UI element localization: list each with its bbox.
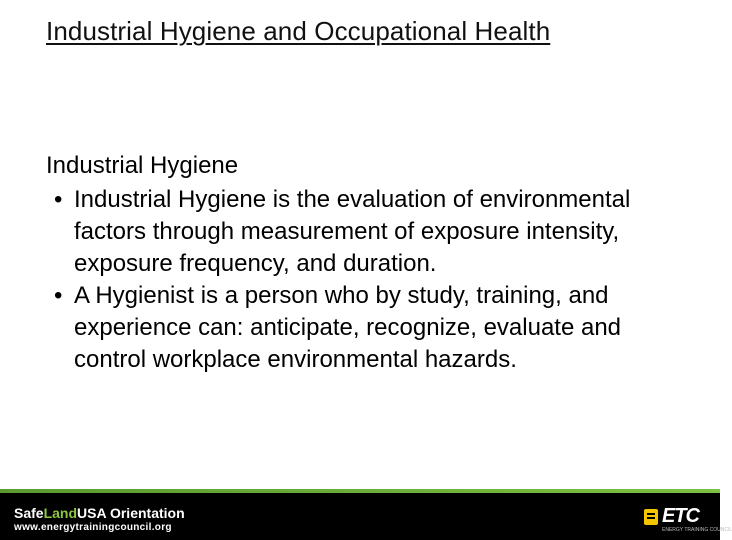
footer-website: www.energytrainingcouncil.org (14, 522, 172, 533)
slide-body (46, 150, 686, 376)
etc-logo-subtext: ENERGY TRAINING COUNCIL (662, 527, 732, 533)
bullet-icon: • (54, 282, 63, 309)
bullet-list (46, 184, 686, 376)
bullet-item (46, 184, 686, 280)
section-heading: Industrial Hygiene (46, 152, 239, 179)
bullet-text: Industrial Hygiene is the evaluation of environmental factors through measurement of exposure intensity, exposure frequency, and duration. (74, 186, 631, 277)
bullet-text: A Hygienist is a person who by study, training, and experience can: anticipate, recognize, evaluate and control workplace environmental hazards. (74, 282, 622, 373)
bullet-icon: • (54, 186, 63, 213)
bullet-item (46, 280, 686, 376)
brand-safe: Safe (14, 505, 44, 521)
brand-rest: USA Orientation (77, 505, 185, 521)
etc-logo-text: ETC (662, 505, 699, 527)
slide-title: Industrial Hygiene and Occupational Health (46, 16, 551, 46)
brand-land: Land (43, 505, 78, 521)
footer-brand (14, 505, 185, 521)
